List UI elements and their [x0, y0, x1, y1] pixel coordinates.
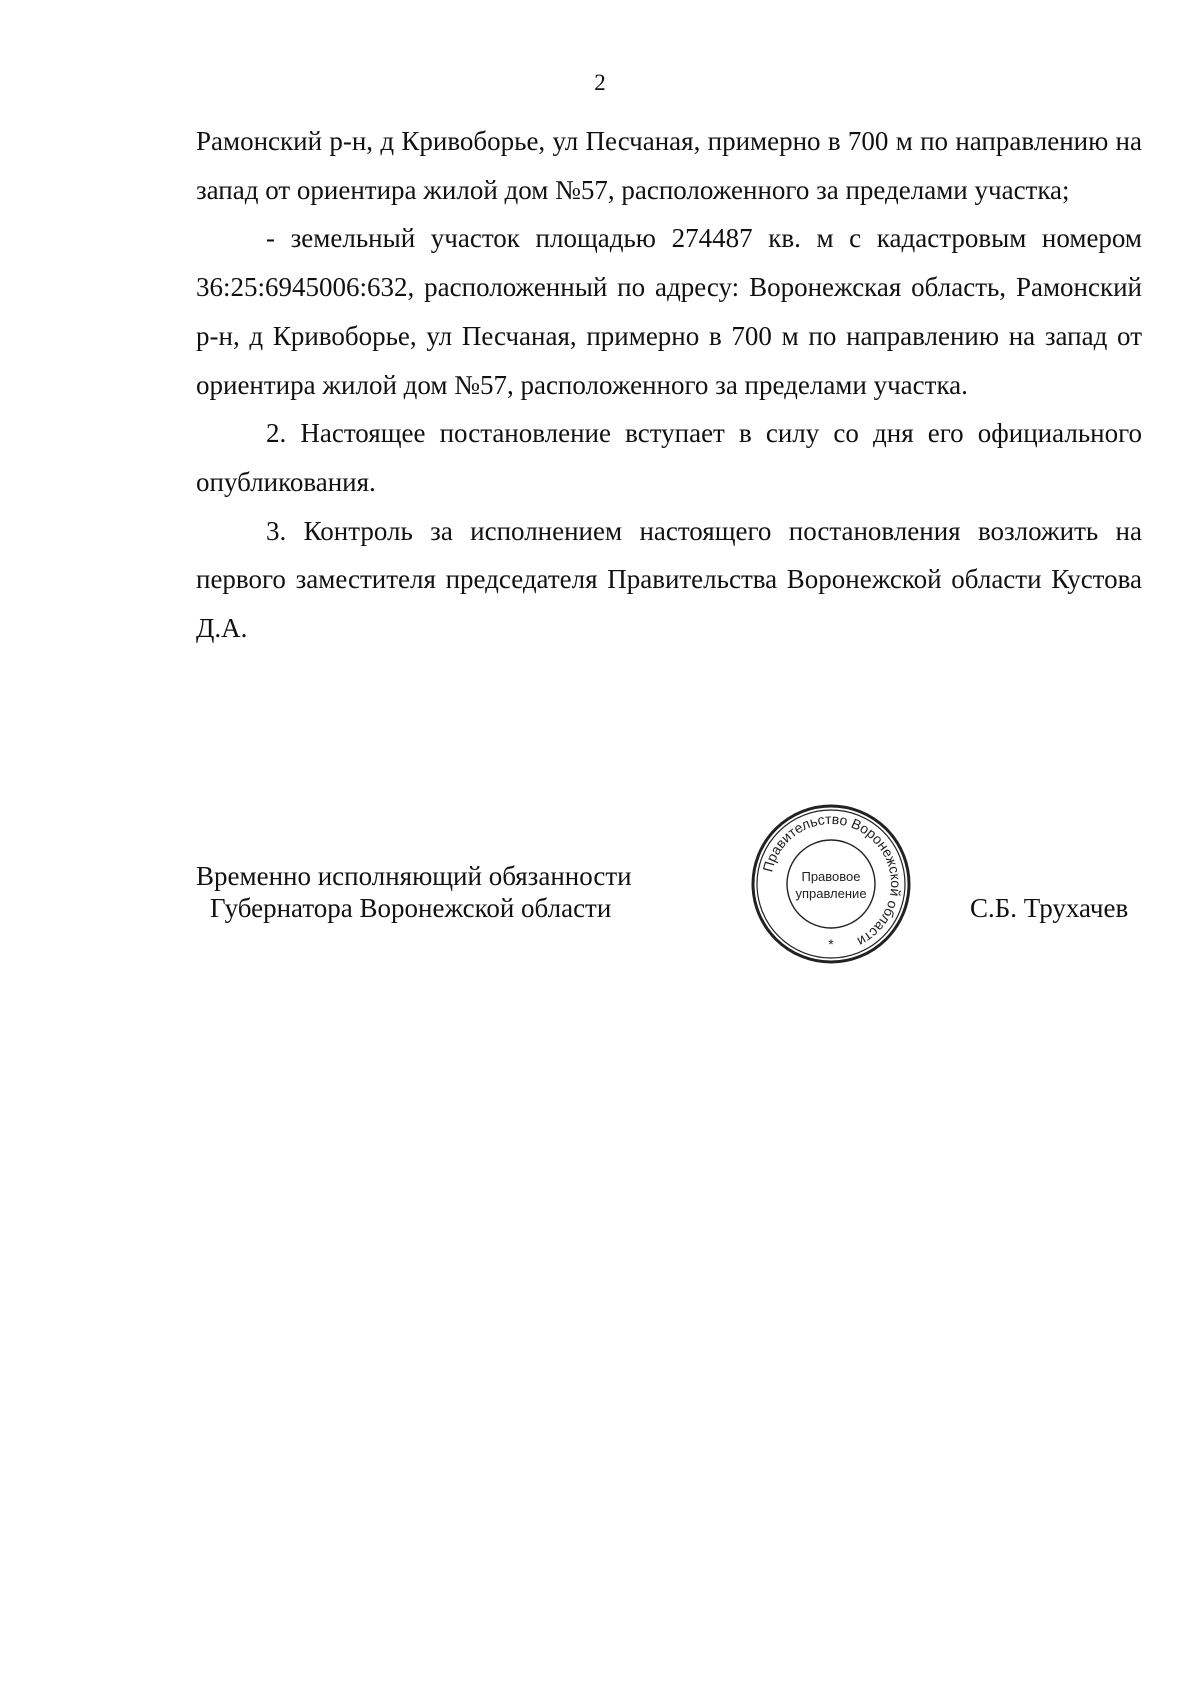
- signature-position-line2: Губернатора Воронежской области: [210, 893, 612, 923]
- paragraph-control: 3. Контроль за исполнением настоящего постановления возложить на первого заместителя председателя Правительства Воронежской области Кустова Д.А.: [196, 515, 1142, 644]
- seal-inner-line1: Правовое: [801, 869, 861, 884]
- paragraph-address-continuation: Рамонский р-н, д Кривоборье, ул Песчаная, примерно в 700 м по направлению на запад от ориентира жилой дом №57, расположенного за пределами участка;: [196, 126, 1142, 205]
- paragraph-land-plot: - земельный участок площадью 274487 кв. м с кадастровым номером 36:25:6945006:632, расположенный по адресу: Воронежская область, Рамонский р-н, д Кривоборье, ул Песчаная, примерно в 700 м по направлению на запад от ориентира жилой дом №57, расположенного за пределами участка.: [196, 223, 1142, 400]
- seal-outer-text: Правительство Воронежской области: [759, 810, 905, 951]
- seal-star-icon: *: [828, 936, 834, 952]
- official-seal: [750, 803, 912, 965]
- signature-position: [196, 860, 632, 924]
- document-body: [196, 117, 1142, 653]
- page-number: 2: [594, 70, 606, 95]
- signature-position-line1: Временно исполняющий обязанности: [196, 861, 632, 891]
- paragraph-effective-date: 2. Настоящее постановление вступает в силу со дня его официального опубликования.: [196, 418, 1142, 497]
- seal-inner-line2: управление: [795, 886, 867, 901]
- signer-name: С.Б. Трухачев: [970, 893, 1129, 923]
